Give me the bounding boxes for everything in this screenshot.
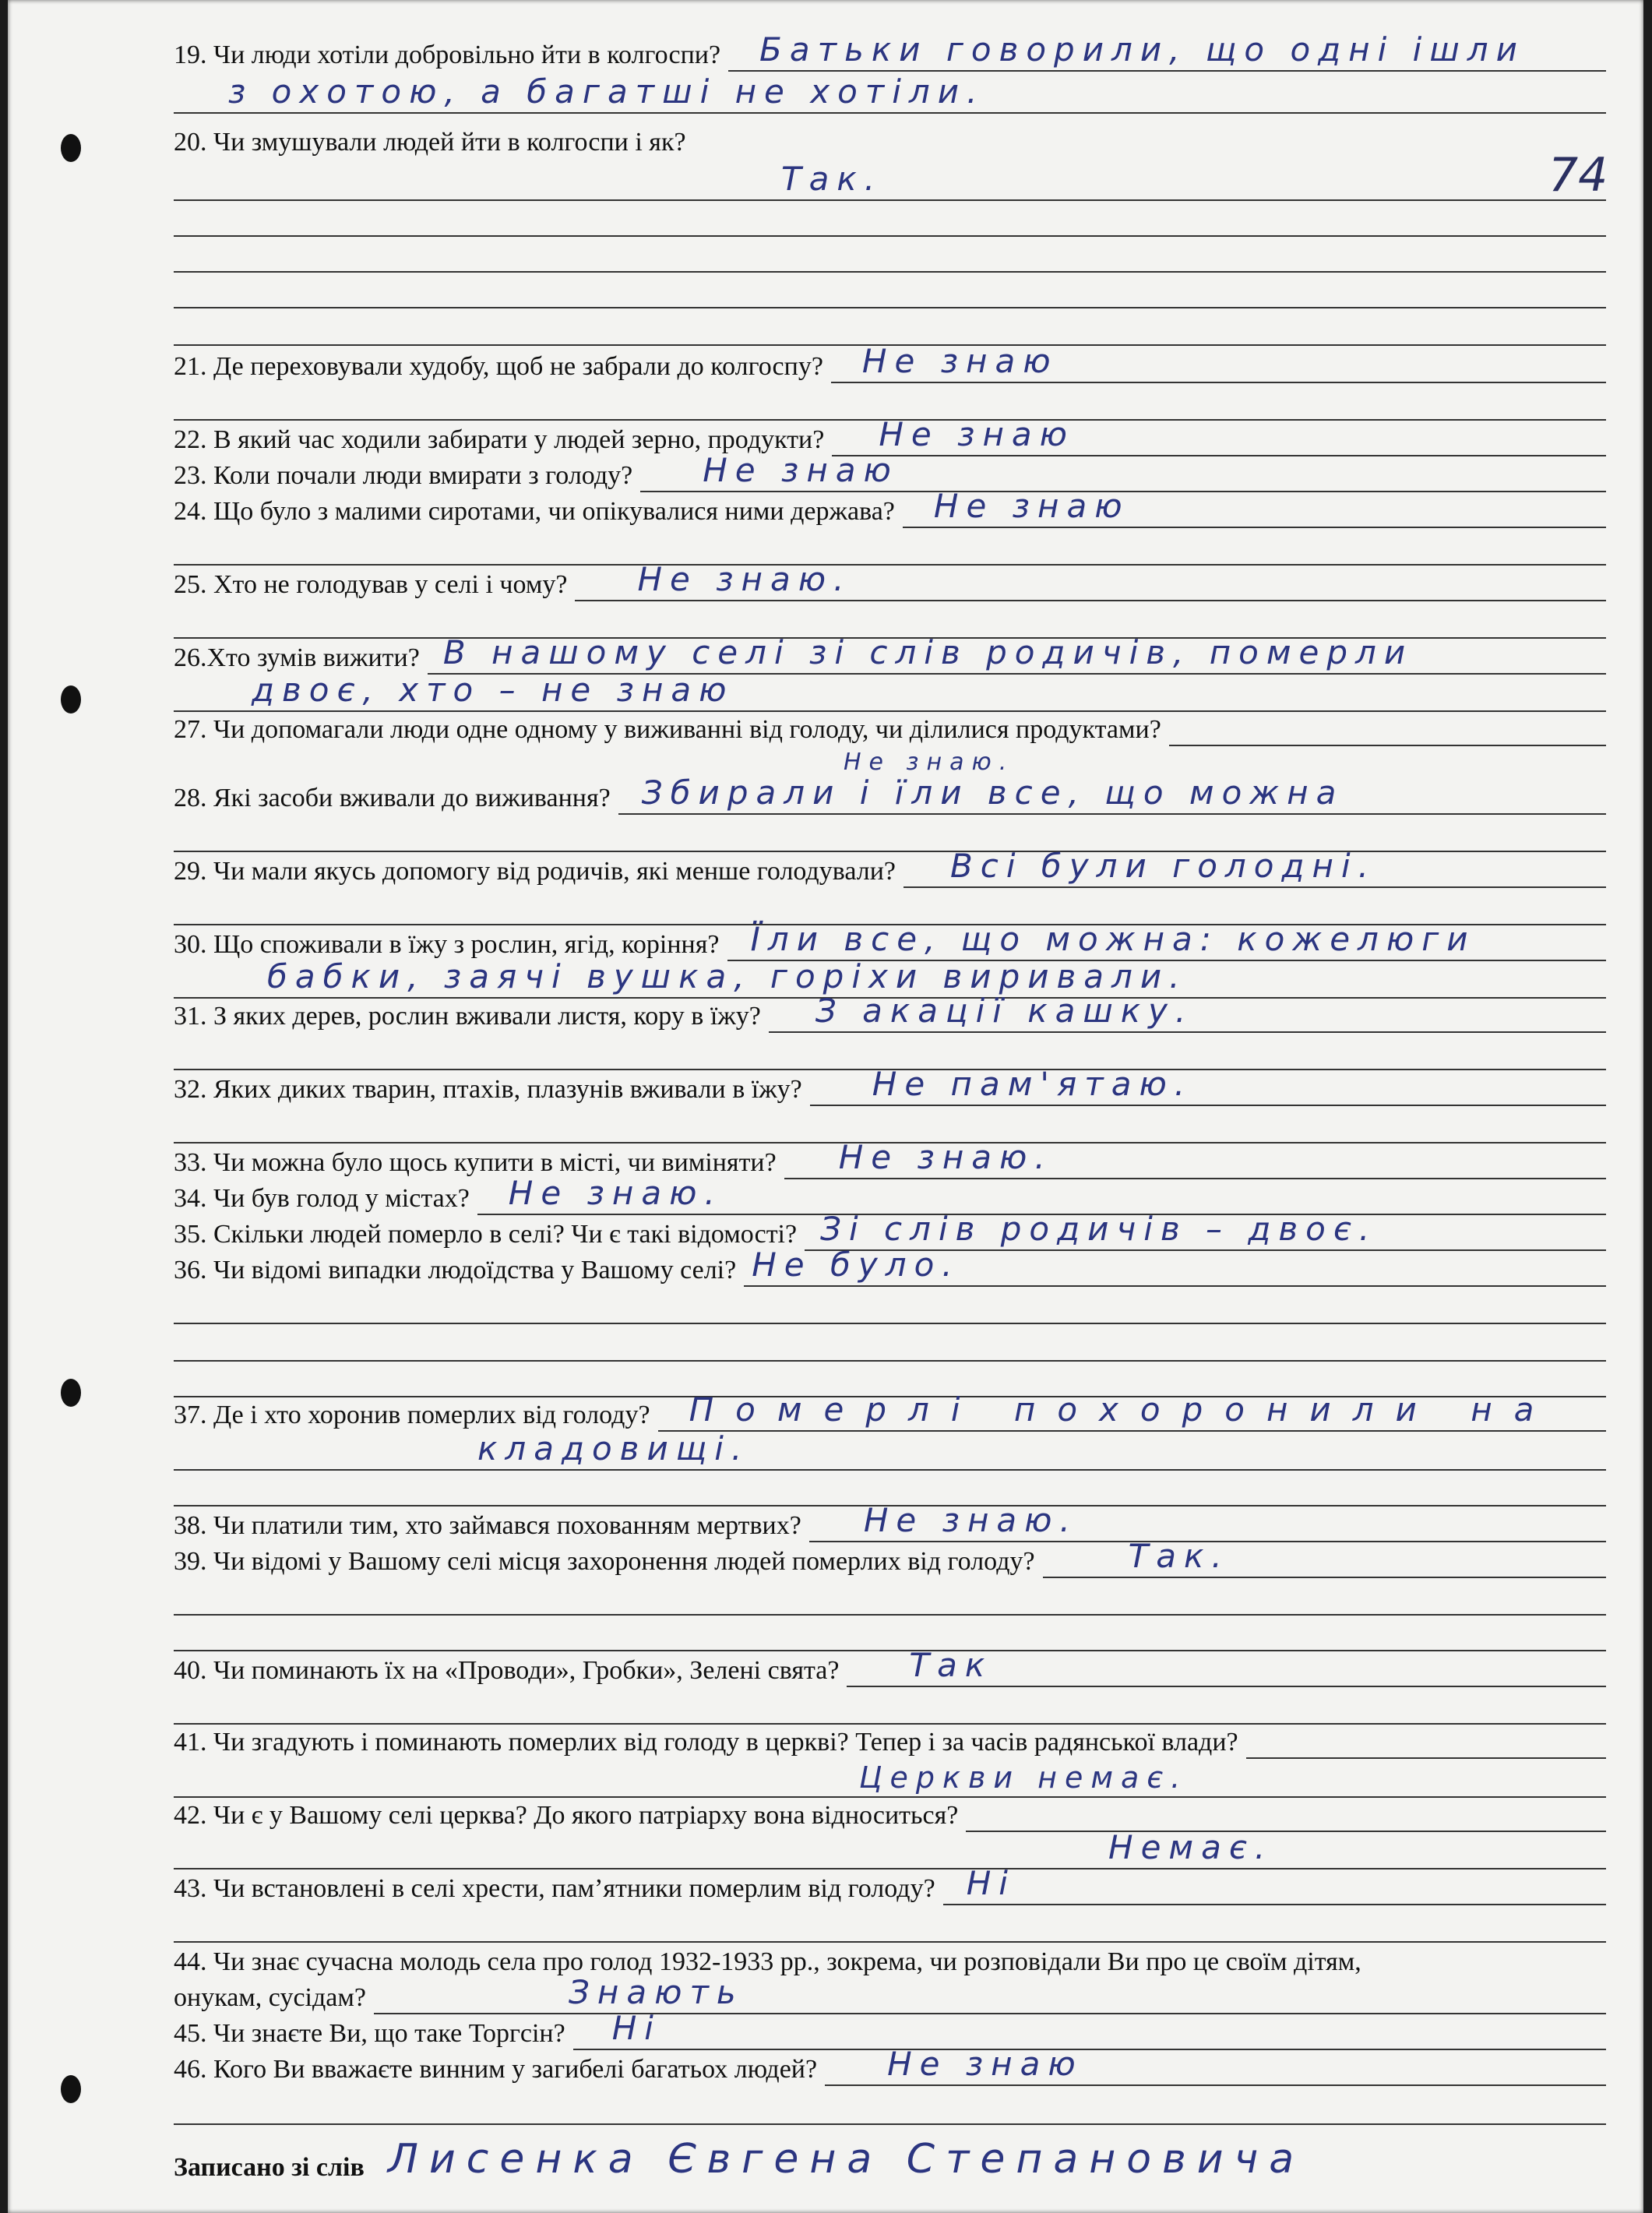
answer: Не було. (752, 1246, 960, 1284)
question-text: 26.Хто зумів вижити? (174, 643, 420, 672)
answer: Не знаю (703, 451, 899, 489)
question-21 (174, 343, 1606, 383)
question-43 (174, 1865, 1606, 1905)
answer: Не знаю (879, 415, 1076, 453)
question-text: 42. Чи є у Вашому селі церква? До якого патріарху вона відноситься? (174, 1801, 959, 1830)
blank-line (174, 523, 1606, 566)
question-text: 34. Чи був голод у містах? (174, 1184, 470, 1213)
question-30 (174, 921, 1606, 961)
answer: Знають (568, 1973, 744, 2011)
answer: Не знаю. (863, 1501, 1078, 1539)
answer-continued: кладовищі. (477, 1429, 750, 1468)
question-text: 31. З яких дерев, рослин вживали листя, кору в їжу? (174, 1002, 761, 1031)
answer-continued: бабки, заячі вушка, горіхи виривали. (267, 957, 1188, 995)
question-text: 36. Чи відомі випадки людоїдства у Вашому селі? (174, 1256, 737, 1284)
answer: Ні (966, 1864, 1016, 1902)
question-text: 39. Чи відомі у Вашому селі місця захоронення людей померлих від голоду? (174, 1547, 1035, 1576)
answer-continued: з охотою, а багатші не хотіли. (228, 72, 985, 111)
question-25 (174, 561, 1606, 601)
punch-hole (61, 2075, 81, 2103)
question-text: 21. Де переховували худобу, щоб не забрали до колгоспу? (174, 352, 823, 381)
answer: Всі були голодні. (949, 847, 1376, 885)
question-24 (174, 488, 1606, 528)
blank-line (174, 266, 1606, 308)
question-32 (174, 1066, 1606, 1106)
question-text: 43. Чи встановлені в селі хрести, пам’ятники померлим від голоду? (174, 1874, 935, 1903)
question-text: 38. Чи платили тим, хто займався похованням мертвих? (174, 1511, 801, 1540)
answer: Не знаю (861, 342, 1058, 380)
recorded-from-label: Записано зі слів (174, 2153, 365, 2182)
answer: Не знаю (887, 2045, 1083, 2083)
question-39 (174, 1538, 1606, 1578)
blank-line (174, 1901, 1606, 1943)
question-text: 46. Кого Ви вважаєте винним у загибелі багатьох людей? (174, 2055, 818, 2084)
answer-continued: Церкви немає. (859, 1760, 1189, 1795)
answer: Так (909, 1646, 993, 1684)
question-text: 44. Чи знає сучасна молодь села про голод 1932-1933 рр., зокрема, чи розповідали Ви про це своїм дітям, (174, 1947, 1361, 1976)
question-text: 22. В який час ходили забирати у людей зерно, продукти? (174, 425, 825, 454)
blank-line (174, 883, 1606, 925)
blank-line (174, 810, 1606, 852)
question-text: 32. Яких диких тварин, птахів, плазунів вживали в їжу? (174, 1075, 802, 1104)
question-text: 24. Що було з малими сиротами, чи опікувалися ними держава? (174, 497, 895, 526)
question-38 (174, 1502, 1606, 1542)
answer: В нашому селі зі слів родичів, померли (442, 633, 1414, 671)
answer: Їли все, що можна: кожелюги (750, 920, 1476, 958)
punch-hole (61, 134, 81, 162)
question-42 (174, 1792, 1606, 1832)
question-26 (174, 634, 1606, 675)
question-text: 19. Чи люди хотіли добровільно йти в колгоспи? (174, 41, 721, 69)
question-text: 33. Чи можна було щось купити в місті, чи виміняти? (174, 1148, 777, 1177)
question-23 (174, 452, 1606, 492)
blank-line (174, 1282, 1606, 1324)
blank-line (174, 304, 1606, 346)
question-31 (174, 992, 1606, 1033)
answer: Зі слів родичів – двоє. (820, 1210, 1378, 1248)
blank-line (174, 379, 1606, 421)
blank-line (174, 597, 1606, 639)
answer: Не знаю. (508, 1174, 723, 1212)
answer: Не пам'ятаю. (872, 1065, 1193, 1103)
answer: Не знаю. (637, 560, 852, 598)
question-41 (174, 1718, 1606, 1759)
answer: Збирали і їли все, що можна (641, 773, 1344, 812)
question-text: онукам, сусідам? (174, 1983, 366, 2012)
question-29 (174, 847, 1606, 888)
answer: Так. (781, 160, 883, 198)
blank-line (174, 1464, 1606, 1506)
question-text: 23. Коли почали люди вмирати з голоду? (174, 461, 633, 490)
question-text: 30. Що споживали в їжу з рослин, ягід, коріння? (174, 930, 720, 959)
question-text: 45. Чи знаєте Ви, що таке Торгсін? (174, 2019, 565, 2048)
question-40 (174, 1647, 1606, 1687)
questionnaire-page (8, 0, 1643, 2213)
question-text: 25. Хто не голодував у селі і чому? (174, 570, 568, 599)
question-text: 41. Чи згадують і поминають померлих від голоду в церкві? Тепер і за часів радянської влади? (174, 1728, 1238, 1757)
question-text: 29. Чи мали якусь допомогу від родичів, які менше голодували? (174, 857, 896, 886)
question-44 (174, 1938, 1606, 1979)
question-text: 37. Де і хто хоронив померлих від голоду? (174, 1401, 650, 1429)
answer: Так. (1128, 1537, 1230, 1575)
question-text: 40. Чи поминають їх на «Проводи», Гробки», Зелені свята? (174, 1656, 840, 1685)
blank-line (174, 1101, 1606, 1144)
question-text: 35. Скільки людей померло в селі? Чи є такі відомості? (174, 1220, 798, 1249)
page-number: 74 (1548, 148, 1608, 203)
question-33 (174, 1139, 1606, 1179)
answer: Не знаю. (838, 1138, 1053, 1176)
blank-line (174, 2083, 1606, 2125)
respondent-name: Лисенка Євгена Степановича (387, 2136, 1305, 2183)
answer-continued: двоє, хто – не знаю (252, 671, 734, 709)
question-text: 28. Які засоби вживали до виживання? (174, 784, 611, 812)
answer: Ні (611, 2009, 661, 2047)
punch-hole (61, 685, 81, 714)
continuation-line (174, 72, 1606, 114)
answer: Померлі похоронили на (689, 1390, 1556, 1429)
blank-line (174, 1028, 1606, 1070)
answer-continued: Немає. (1108, 1828, 1273, 1866)
question-28 (174, 774, 1606, 815)
question-37 (174, 1391, 1606, 1432)
question-19 (174, 31, 1606, 72)
question-46 (174, 2046, 1606, 2086)
recorded-from (174, 2136, 1606, 2184)
answer: Не знаю (933, 487, 1130, 525)
question-text: 27. Чи допомагали люди одне одному у виживанні від голоду, чи ділилися продуктами? (174, 715, 1161, 744)
question-36 (174, 1246, 1606, 1287)
answer-line (728, 30, 1606, 72)
continuation-line (174, 737, 1606, 777)
answer: Батьки говорили, що одні ішли (759, 30, 1525, 69)
question-44-continued (174, 1974, 1606, 2014)
question-20 (174, 118, 1606, 159)
continuation-line (174, 1827, 1606, 1869)
answer: З акації кашку. (815, 992, 1194, 1030)
punch-hole (61, 1379, 81, 1407)
blank-line (174, 1609, 1606, 1651)
question-text: 20. Чи змушували людей йти в колгоспи і як? (174, 128, 686, 157)
answer-continued: Не знаю. (844, 749, 1015, 776)
